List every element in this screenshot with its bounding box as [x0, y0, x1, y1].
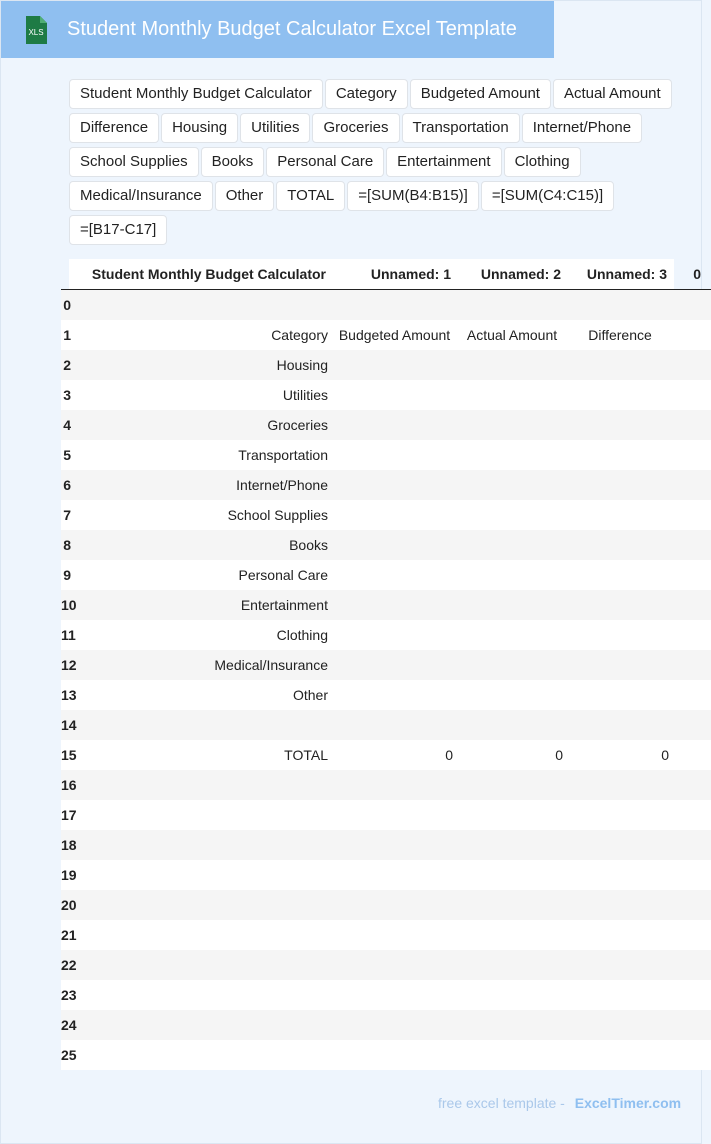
budget-table	[61, 259, 711, 1070]
table-cell: Medical/Insurance	[214, 657, 328, 673]
table-cell	[461, 920, 571, 950]
footer-brand-link[interactable]: ExcelTimer.com	[574, 1095, 682, 1111]
table-header-row	[61, 259, 711, 290]
table-cell	[461, 590, 571, 620]
table-cell	[71, 980, 336, 1010]
tag[interactable]: =[SUM(B4:B15)]	[347, 181, 479, 211]
row-index: 19	[61, 867, 77, 883]
table-cell	[461, 860, 571, 890]
row-index: 22	[61, 957, 77, 973]
table-cell	[336, 500, 461, 530]
table-cell: 0	[445, 747, 453, 763]
table-cell	[461, 890, 571, 920]
table-cell	[336, 800, 461, 830]
table-cell: Actual Amount	[466, 327, 558, 343]
table-cell	[571, 350, 677, 380]
table-cell: Groceries	[267, 417, 328, 433]
table-cell	[71, 290, 336, 321]
tag[interactable]: Utilities	[240, 113, 310, 143]
table-cell	[461, 620, 571, 650]
row-index: 11	[61, 627, 76, 643]
table-cell	[336, 860, 461, 890]
row-index: 10	[61, 597, 77, 613]
row-index: 18	[61, 837, 77, 853]
table-cell	[336, 1010, 461, 1040]
column-header: 0	[677, 259, 711, 290]
table-cell	[677, 410, 711, 440]
table-cell	[461, 830, 571, 860]
tag[interactable]: TOTAL	[276, 181, 345, 211]
tag[interactable]: =[B17-C17]	[69, 215, 167, 245]
table-cell	[677, 620, 711, 650]
tag[interactable]: Personal Care	[266, 147, 384, 177]
tag[interactable]: Actual Amount	[553, 79, 672, 109]
table-cell	[571, 920, 677, 950]
table-cell	[336, 950, 461, 980]
table-row	[61, 290, 711, 321]
table-cell	[461, 560, 571, 590]
table-cell: Other	[292, 687, 328, 703]
table-cell	[336, 380, 461, 410]
row-index: 6	[63, 477, 71, 493]
table-cell	[677, 530, 711, 560]
table-cell	[571, 860, 677, 890]
table-row	[61, 530, 711, 560]
table-row	[61, 830, 711, 860]
table-cell	[461, 1010, 571, 1040]
table-row	[61, 380, 711, 410]
table-cell	[677, 650, 711, 680]
table-cell	[336, 560, 461, 590]
table-cell	[336, 1040, 461, 1070]
table-cell	[677, 1040, 711, 1070]
table-cell	[336, 980, 461, 1010]
table-cell: Difference	[588, 327, 652, 343]
tag[interactable]: Groceries	[312, 113, 399, 143]
table-cell	[677, 500, 711, 530]
row-index: 14	[61, 717, 77, 733]
table-cell	[461, 410, 571, 440]
page-title: Student Monthly Budget Calculator Excel Template	[67, 18, 517, 40]
svg-text:XLS: XLS	[28, 28, 44, 37]
row-index: 16	[61, 777, 77, 793]
table-cell	[571, 410, 677, 440]
table-row	[61, 1010, 711, 1040]
row-index: 0	[63, 297, 71, 313]
table-row	[61, 860, 711, 890]
table-cell: 0	[555, 747, 563, 763]
table-cell	[461, 770, 571, 800]
tag[interactable]: School Supplies	[69, 147, 199, 177]
table-cell	[677, 440, 711, 470]
table-cell	[461, 800, 571, 830]
table-cell: Books	[289, 537, 328, 553]
table-cell	[571, 440, 677, 470]
table-row	[61, 650, 711, 680]
table-cell	[71, 830, 336, 860]
table-cell: Housing	[276, 357, 328, 373]
table-cell	[71, 710, 336, 740]
table-cell	[677, 740, 711, 770]
table-cell	[677, 890, 711, 920]
table-cell	[461, 350, 571, 380]
row-index: 4	[63, 417, 71, 433]
table-cell: Clothing	[276, 627, 328, 643]
table-row	[61, 410, 711, 440]
table-row	[61, 620, 711, 650]
table-cell	[461, 650, 571, 680]
table-cell	[571, 530, 677, 560]
table-cell	[461, 950, 571, 980]
table-cell	[677, 470, 711, 500]
table-cell	[677, 290, 711, 321]
table-cell: Personal Care	[238, 567, 328, 583]
table-cell	[677, 560, 711, 590]
table-cell	[336, 410, 461, 440]
table-cell: 0	[661, 747, 669, 763]
table-cell	[461, 500, 571, 530]
table-cell	[71, 950, 336, 980]
table-cell	[336, 590, 461, 620]
table-cell	[71, 1010, 336, 1040]
page-header	[1, 1, 554, 58]
row-index: 12	[61, 657, 77, 673]
table-cell	[571, 380, 677, 410]
table-body	[61, 290, 711, 1071]
row-index: 17	[61, 807, 77, 823]
table-cell	[571, 830, 677, 860]
table-row	[61, 680, 711, 710]
table-cell	[336, 530, 461, 560]
table-cell	[677, 950, 711, 980]
table-cell	[461, 290, 571, 321]
table-cell	[71, 890, 336, 920]
column-header: Unnamed: 3	[571, 259, 677, 290]
tag-cloud	[69, 77, 681, 247]
tag[interactable]: Budgeted Amount	[410, 79, 551, 109]
table-row	[61, 470, 711, 500]
table-cell	[677, 680, 711, 710]
table-cell	[677, 770, 711, 800]
table-cell	[336, 770, 461, 800]
table-row	[61, 770, 711, 800]
table-cell	[571, 770, 677, 800]
tag[interactable]: =[SUM(C4:C15)]	[481, 181, 614, 211]
row-index: 1	[63, 327, 71, 343]
tag[interactable]: Medical/Insurance	[69, 181, 213, 211]
excel-file-icon	[21, 15, 51, 45]
row-index: 2	[63, 357, 71, 373]
table-row	[61, 740, 711, 770]
row-index: 9	[63, 567, 71, 583]
table-cell	[571, 1010, 677, 1040]
table-cell	[336, 440, 461, 470]
row-index: 7	[63, 507, 71, 523]
row-index: 24	[61, 1017, 77, 1033]
table-row	[61, 320, 711, 350]
row-index: 21	[61, 927, 77, 943]
table-cell	[571, 590, 677, 620]
row-index: 23	[61, 987, 77, 1003]
table-cell	[677, 980, 711, 1010]
table-cell	[71, 800, 336, 830]
row-index: 3	[63, 387, 71, 403]
table-cell	[571, 980, 677, 1010]
table-row	[61, 800, 711, 830]
table-cell: TOTAL	[284, 747, 328, 763]
table-cell	[677, 380, 711, 410]
table-cell: School Supplies	[227, 507, 328, 523]
table-cell	[336, 920, 461, 950]
column-header: Unnamed: 2	[461, 259, 571, 290]
tag[interactable]: Difference	[69, 113, 159, 143]
table-cell	[461, 980, 571, 1010]
row-index: 13	[61, 687, 77, 703]
spreadsheet-preview	[61, 259, 701, 1069]
table-cell	[336, 290, 461, 321]
table-cell	[336, 650, 461, 680]
table-cell: Entertainment	[240, 597, 328, 613]
table-cell	[461, 1040, 571, 1070]
table-row	[61, 350, 711, 380]
row-index: 5	[63, 447, 71, 463]
tag[interactable]: Category	[325, 79, 408, 109]
row-index: 20	[61, 897, 77, 913]
tag[interactable]: Student Monthly Budget Calculator	[69, 79, 323, 109]
table-cell	[461, 680, 571, 710]
table-cell	[71, 770, 336, 800]
table-cell	[571, 890, 677, 920]
table-cell: Utilities	[282, 387, 328, 403]
table-cell	[336, 350, 461, 380]
table-cell	[336, 710, 461, 740]
footer	[438, 1095, 681, 1111]
tag[interactable]: Books	[201, 147, 265, 177]
table-cell	[336, 830, 461, 860]
column-header	[61, 259, 71, 290]
tag[interactable]: Internet/Phone	[522, 113, 642, 143]
table-cell: Transportation	[238, 447, 328, 463]
table-cell	[571, 950, 677, 980]
table-row	[61, 710, 711, 740]
tag[interactable]: Clothing	[504, 147, 581, 177]
table-cell	[677, 800, 711, 830]
table-cell	[336, 890, 461, 920]
footer-prefix: free excel template -	[438, 1095, 565, 1111]
table-cell	[571, 650, 677, 680]
row-index: 15	[61, 747, 77, 763]
table-row	[61, 950, 711, 980]
table-row	[61, 590, 711, 620]
table-cell: Internet/Phone	[236, 477, 328, 493]
table-cell	[461, 470, 571, 500]
tag[interactable]: Housing	[161, 113, 238, 143]
table-row	[61, 560, 711, 590]
table-cell	[677, 350, 711, 380]
table-cell	[677, 710, 711, 740]
table-cell	[571, 290, 677, 321]
table-cell	[571, 680, 677, 710]
tag-list	[69, 77, 681, 247]
table-cell	[677, 590, 711, 620]
table-cell	[571, 800, 677, 830]
table-cell	[461, 440, 571, 470]
table-cell	[571, 560, 677, 590]
table-row	[61, 920, 711, 950]
table-cell	[571, 1040, 677, 1070]
table-cell	[336, 620, 461, 650]
table-row	[61, 500, 711, 530]
row-index: 8	[63, 537, 71, 553]
table-cell	[71, 1040, 336, 1070]
tag[interactable]: Transportation	[402, 113, 520, 143]
table-cell	[71, 920, 336, 950]
tag[interactable]: Entertainment	[386, 147, 501, 177]
table-cell	[571, 710, 677, 740]
table-cell	[461, 530, 571, 560]
table-cell	[71, 860, 336, 890]
table-cell	[571, 470, 677, 500]
column-header: Unnamed: 1	[336, 259, 461, 290]
tag[interactable]: Other	[215, 181, 275, 211]
table-row	[61, 1040, 711, 1070]
table-cell	[677, 920, 711, 950]
table-cell	[461, 710, 571, 740]
table-row	[61, 890, 711, 920]
table-cell	[677, 1010, 711, 1040]
table-cell	[336, 680, 461, 710]
table-cell	[677, 860, 711, 890]
table-cell: Category	[271, 327, 328, 343]
table-cell	[571, 620, 677, 650]
table-cell	[571, 500, 677, 530]
table-cell	[677, 830, 711, 860]
column-header: Student Monthly Budget Calculator	[71, 259, 336, 290]
table-cell	[677, 320, 711, 350]
table-cell: Budgeted Amount	[338, 327, 451, 343]
table-cell	[336, 470, 461, 500]
row-index: 25	[61, 1047, 77, 1063]
table-row	[61, 980, 711, 1010]
table-row	[61, 440, 711, 470]
table-cell	[461, 380, 571, 410]
